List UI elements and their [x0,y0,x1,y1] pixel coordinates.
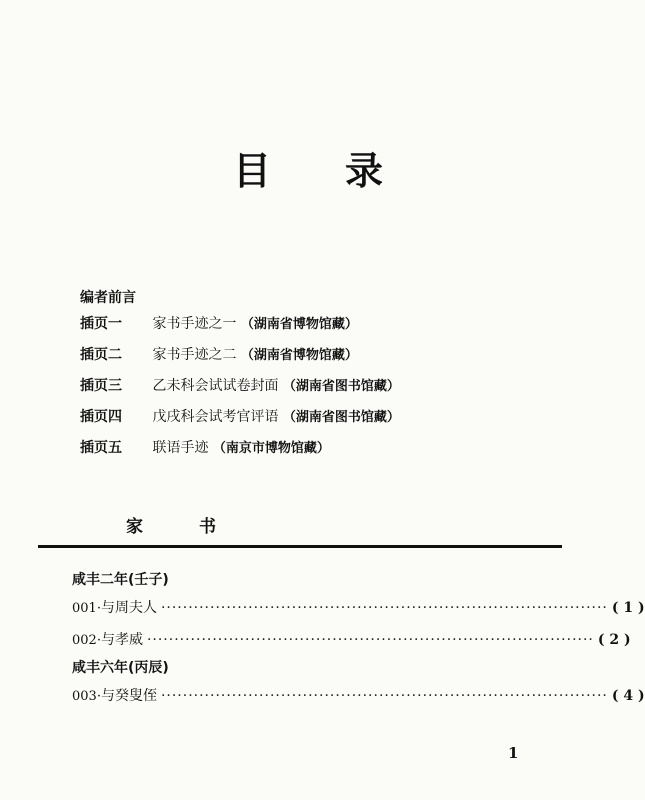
year-heading: 咸丰六年(丙辰) [72,660,169,676]
entry-page: ( 4 ) [611,688,645,704]
plate-title: 联语手迹 [152,440,209,456]
preface-entry: 编者前言 [80,290,136,306]
entry-page: ( 1 ) [611,600,645,616]
plate-source: （南京市博物馆藏） [212,441,330,456]
plate-label: 插页五 [80,440,122,456]
plate-entry [80,309,560,340]
entry-number: 001· [72,601,101,616]
entry-title: 与孝威 [100,632,143,648]
plate-label: 插页二 [80,347,122,363]
dot-leader: ·················································································· [160,688,608,704]
plate-source: （湖南省图书馆藏） [282,379,400,394]
page-title-char-2: 录 [344,148,383,193]
section-heading [126,512,216,537]
plate-label: 插页一 [80,316,122,332]
plate-entry [80,402,560,433]
page-number: 1 [508,744,519,762]
entry-title: 与周夫人 [100,600,157,616]
dot-leader: ·················································································· [146,632,594,648]
toc-entry [72,680,645,712]
plate-title: 家书手迹之二 [152,347,237,363]
plate-entry [80,371,560,402]
entry-number: 003· [72,689,101,704]
plate-label: 插页三 [80,378,122,394]
section-heading-char-2: 书 [199,517,216,537]
entry-page: ( 2 ) [597,632,631,648]
toc-list [72,568,645,712]
plate-source: （湖南省图书馆藏） [282,410,400,425]
plate-title: 家书手迹之一 [152,316,237,332]
plate-source: （湖南省博物馆藏） [240,317,358,332]
entry-number: 002· [72,633,101,648]
toc-entry [72,592,645,624]
plate-title: 戊戌科会试考官评语 [152,409,279,425]
page-title-char-1: 目 [233,148,272,193]
plate-entry [80,433,560,464]
section-heading-char-1: 家 [126,517,143,537]
front-matter-list [80,287,560,464]
dot-leader: ·················································································· [160,600,608,616]
plate-source: （湖南省博物馆藏） [240,348,358,363]
toc-entry [72,624,631,656]
year-heading: 咸丰二年(壬子) [72,572,169,588]
plate-title: 乙未科会试试卷封面 [152,378,279,394]
page-title [233,140,383,195]
plate-label: 插页四 [80,409,122,425]
section-divider [38,545,562,548]
entry-title: 与癸叟侄 [100,688,157,704]
plate-entry [80,340,560,371]
